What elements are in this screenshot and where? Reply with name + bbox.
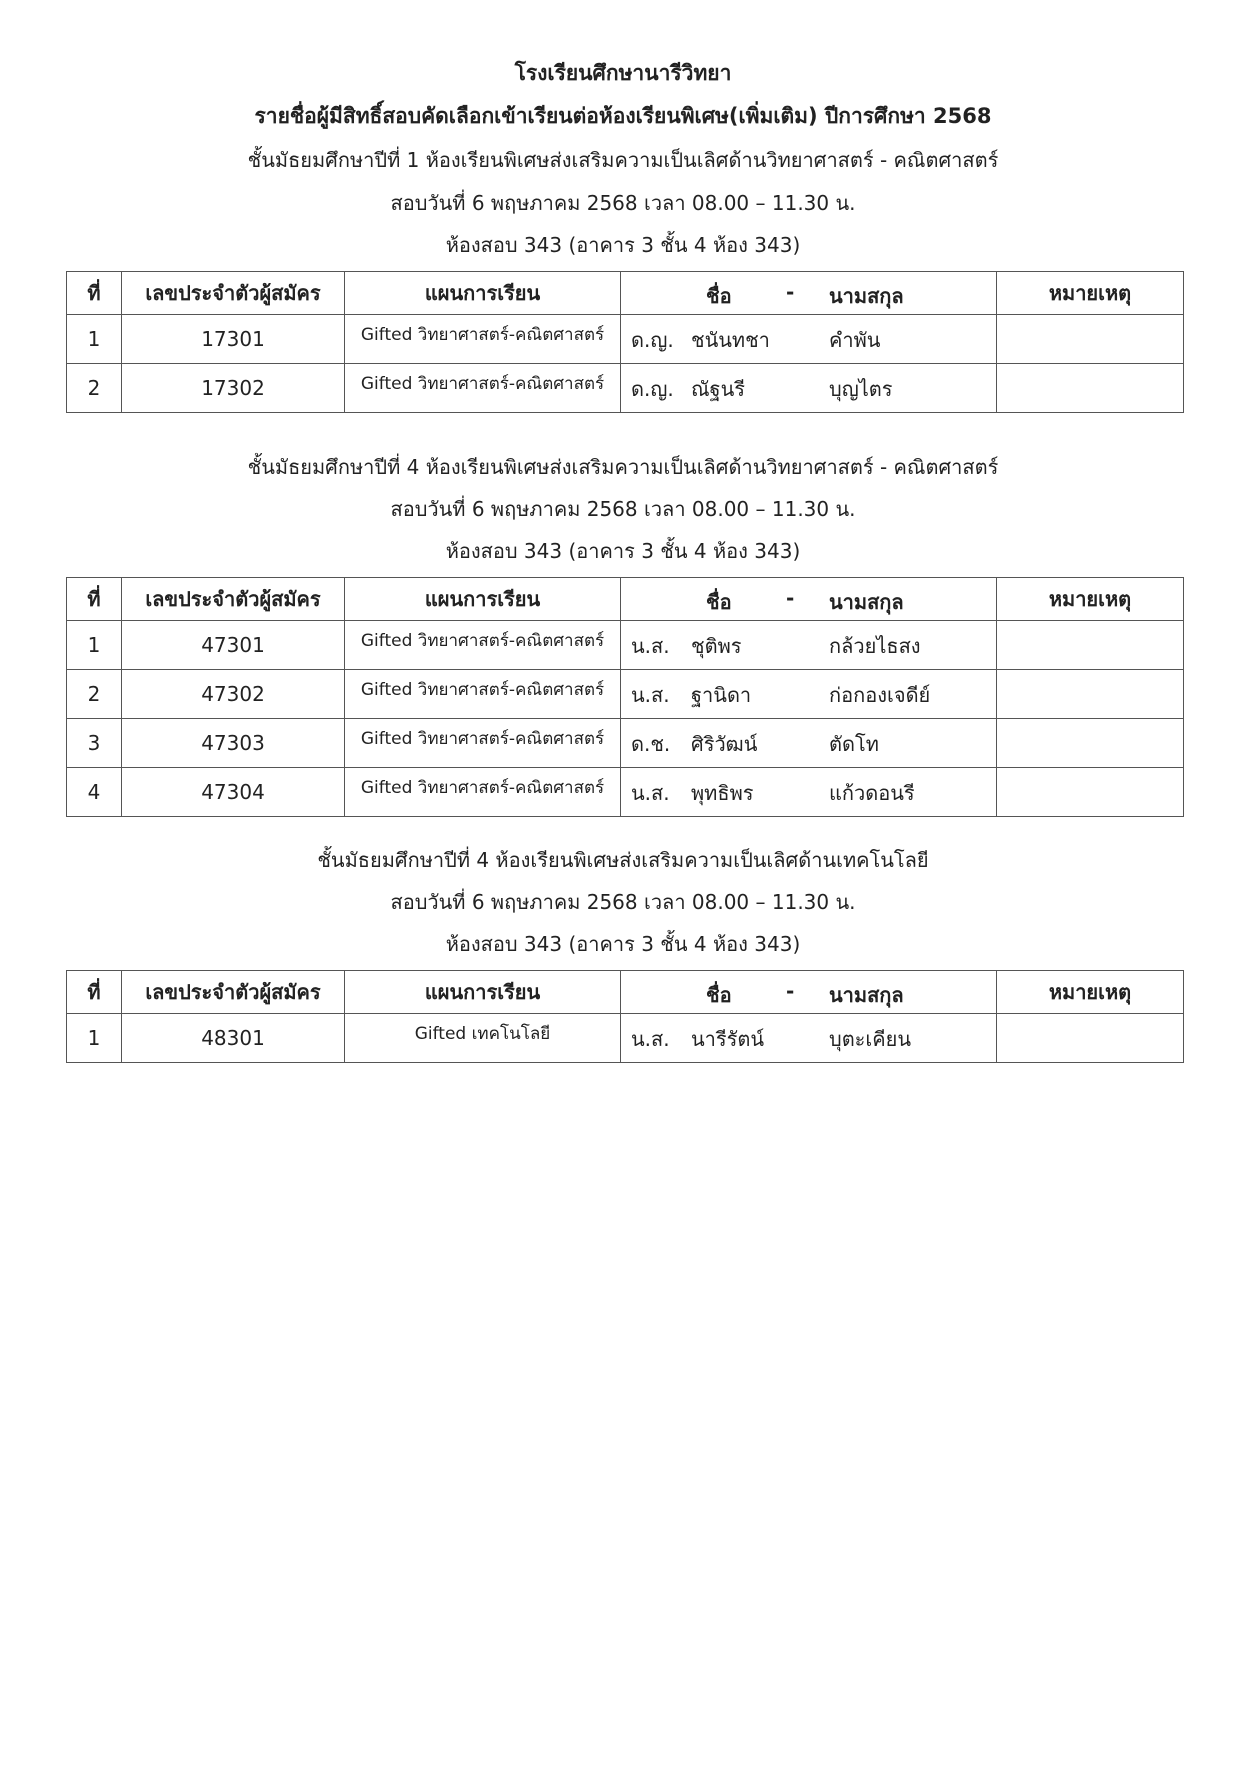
table-row: [67, 364, 1184, 413]
row-no: 1: [67, 315, 122, 364]
row-last-name: คำพัน: [829, 328, 881, 352]
row-last-name: บุตะเคียน: [829, 1027, 912, 1051]
section-1-table: [66, 271, 1184, 413]
header-applicant-id: เลขประจำตัวผู้สมัคร: [122, 272, 345, 315]
row-first-name: ชนันทชา: [691, 328, 770, 352]
header-last-name: นามสกุล: [829, 983, 904, 1007]
row-plan: Gifted เทคโนโลยี: [345, 1014, 621, 1063]
row-prefix: ด.ช.: [631, 732, 671, 756]
header-applicant-id: เลขประจำตัวผู้สมัคร: [122, 578, 345, 621]
list-title: รายชื่อผู้มีสิทธิ์สอบคัดเลือกเข้าเรียนต่อห้องเรียนพิเศษ(เพิ่มเติม) ปีการศึกษา 2568: [254, 104, 992, 128]
row-no: 4: [67, 768, 122, 817]
table-header-row: [67, 971, 1184, 1014]
section-3-level: ชั้นมัธยมศึกษาปีที่ 4 ห้องเรียนพิเศษส่งเสริมความเป็นเลิศด้านเทคโนโลยี: [317, 848, 929, 872]
row-first-name: ณัฐนรี: [691, 377, 746, 401]
row-last-name: ก่อกองเจดีย์: [829, 683, 931, 707]
row-note: [997, 621, 1184, 670]
row-no: 1: [67, 621, 122, 670]
section-3-exam-date: สอบวันที่ 6 พฤษภาคม 2568 เวลา 08.00 – 11.30 น.: [390, 890, 856, 914]
row-prefix: น.ส.: [631, 1027, 670, 1051]
table-row: [67, 1014, 1184, 1063]
row-applicant-id: 17302: [122, 364, 345, 413]
section-2-exam-room: ห้องสอบ 343 (อาคาร 3 ชั้น 4 ห้อง 343): [445, 539, 801, 563]
row-first-name: ชุติพร: [691, 634, 742, 658]
row-first-name: ศิริวัฒน์: [691, 732, 758, 756]
section-3-table: [66, 970, 1184, 1063]
row-last-name: ตัดโท: [829, 732, 879, 756]
row-note: [997, 315, 1184, 364]
row-note: [997, 670, 1184, 719]
row-applicant-id: 17301: [122, 315, 345, 364]
section-1-exam-date: สอบวันที่ 6 พฤษภาคม 2568 เวลา 08.00 – 11.30 น.: [390, 191, 856, 215]
header-dash: -: [786, 979, 795, 1003]
section-2-exam-date: สอบวันที่ 6 พฤษภาคม 2568 เวลา 08.00 – 11.30 น.: [390, 497, 856, 521]
row-last-name: กล้วยไธสง: [829, 634, 921, 658]
table-header-row: [67, 578, 1184, 621]
row-no: 2: [67, 364, 122, 413]
row-plan: Gifted วิทยาศาสตร์-คณิตศาสตร์: [345, 621, 621, 670]
row-prefix: น.ส.: [631, 781, 670, 805]
header-note: หมายเหตุ: [997, 971, 1184, 1014]
row-name: [621, 621, 997, 670]
header-first-name: ชื่อ: [706, 983, 732, 1007]
header-dash: -: [786, 586, 795, 610]
table-row: [67, 670, 1184, 719]
row-last-name: แก้วดอนรี: [829, 781, 915, 805]
row-plan: Gifted วิทยาศาสตร์-คณิตศาสตร์: [345, 315, 621, 364]
header-no: ที่: [67, 578, 122, 621]
row-name: [621, 670, 997, 719]
row-name: [621, 719, 997, 768]
row-no: 2: [67, 670, 122, 719]
row-last-name: บุญไตร: [829, 377, 893, 401]
row-prefix: น.ส.: [631, 683, 670, 707]
row-first-name: นารีรัตน์: [691, 1027, 765, 1051]
row-no: 1: [67, 1014, 122, 1063]
header-dash: -: [786, 280, 795, 304]
row-note: [997, 719, 1184, 768]
row-plan: Gifted วิทยาศาสตร์-คณิตศาสตร์: [345, 719, 621, 768]
row-first-name: พุทธิพร: [691, 781, 754, 805]
row-prefix: ด.ญ.: [631, 377, 674, 401]
row-first-name: ฐานิดา: [691, 683, 752, 707]
header-note: หมายเหตุ: [997, 272, 1184, 315]
row-applicant-id: 47302: [122, 670, 345, 719]
row-plan: Gifted วิทยาศาสตร์-คณิตศาสตร์: [345, 670, 621, 719]
row-applicant-id: 47304: [122, 768, 345, 817]
header-name: [621, 272, 997, 315]
header-applicant-id: เลขประจำตัวผู้สมัคร: [122, 971, 345, 1014]
row-note: [997, 768, 1184, 817]
header-first-name: ชื่อ: [706, 284, 732, 308]
table-row: [67, 315, 1184, 364]
row-plan: Gifted วิทยาศาสตร์-คณิตศาสตร์: [345, 768, 621, 817]
row-no: 3: [67, 719, 122, 768]
header-no: ที่: [67, 272, 122, 315]
row-name: [621, 364, 997, 413]
section-2-level: ชั้นมัธยมศึกษาปีที่ 4 ห้องเรียนพิเศษส่งเสริมความเป็นเลิศด้านวิทยาศาสตร์ - คณิตศาสตร์: [247, 455, 999, 479]
header-first-name: ชื่อ: [706, 590, 732, 614]
row-name: [621, 1014, 997, 1063]
table-row: [67, 621, 1184, 670]
row-prefix: น.ส.: [631, 634, 670, 658]
header-name: [621, 578, 997, 621]
row-prefix: ด.ญ.: [631, 328, 674, 352]
section-1-exam-room: ห้องสอบ 343 (อาคาร 3 ชั้น 4 ห้อง 343): [445, 233, 801, 257]
table-row: [67, 719, 1184, 768]
row-applicant-id: 47303: [122, 719, 345, 768]
header-plan: แผนการเรียน: [345, 272, 621, 315]
row-plan: Gifted วิทยาศาสตร์-คณิตศาสตร์: [345, 364, 621, 413]
row-name: [621, 315, 997, 364]
header-plan: แผนการเรียน: [345, 971, 621, 1014]
header-note: หมายเหตุ: [997, 578, 1184, 621]
table-header-row: [67, 272, 1184, 315]
section-1-level: ชั้นมัธยมศึกษาปีที่ 1 ห้องเรียนพิเศษส่งเสริมความเป็นเลิศด้านวิทยาศาสตร์ - คณิตศาสตร์: [247, 148, 999, 172]
table-row: [67, 768, 1184, 817]
row-applicant-id: 47301: [122, 621, 345, 670]
row-name: [621, 768, 997, 817]
row-applicant-id: 48301: [122, 1014, 345, 1063]
row-note: [997, 364, 1184, 413]
header-no: ที่: [67, 971, 122, 1014]
section-2-table: [66, 577, 1184, 817]
header-plan: แผนการเรียน: [345, 578, 621, 621]
row-note: [997, 1014, 1184, 1063]
section-3-exam-room: ห้องสอบ 343 (อาคาร 3 ชั้น 4 ห้อง 343): [445, 932, 801, 956]
header-name: [621, 971, 997, 1014]
header-last-name: นามสกุล: [829, 284, 904, 308]
header-last-name: นามสกุล: [829, 590, 904, 614]
school-name: โรงเรียนศึกษานารีวิทยา: [514, 61, 732, 85]
